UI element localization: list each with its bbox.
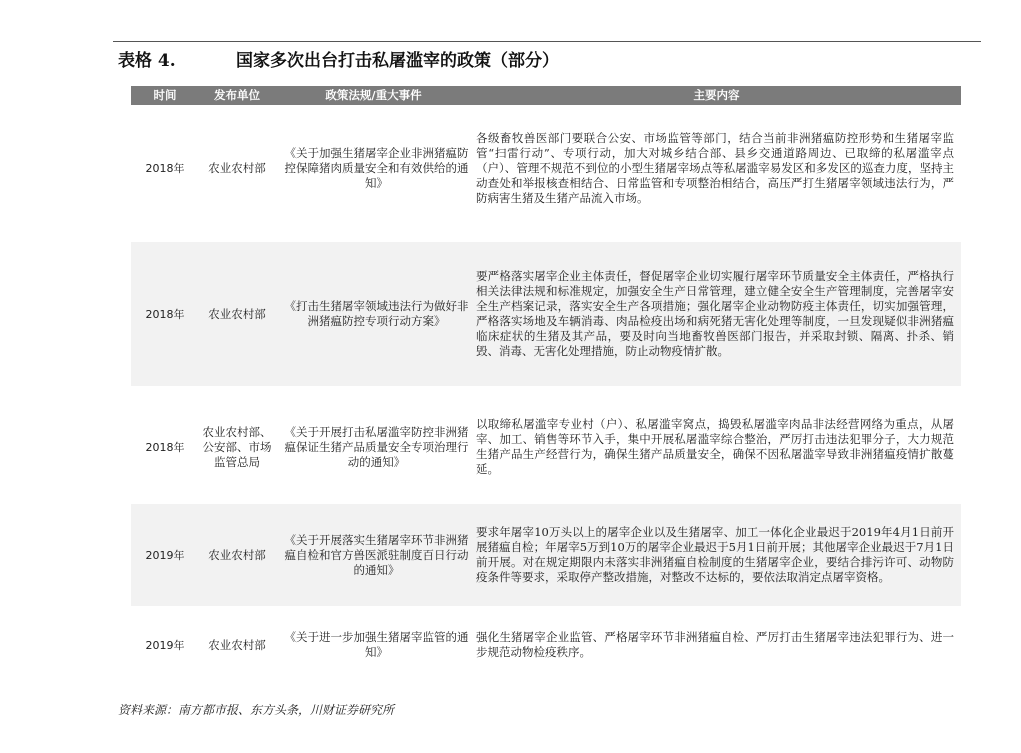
table-row — [131, 504, 961, 606]
row-policy: 《关于加强生猪屠宰企业非洲猪瘟防控保障猪肉质量安全和有效供给的通知》 — [284, 145, 469, 190]
row-content: 要求年屠宰10万头以上的屠宰企业以及生猪屠宰、加工一体化企业最迟于2019年4月1日前开展猪瘟自检；年屠宰5万到10万的屠宰企业最迟于5月1日前开展；其他屠宰企业最迟于7月1日前开展。对在规定期限内未落实非洲猪瘟自检制度的生猪屠宰企业，要结合排污许可、动物防疫条件等要求，采取停产整改措施，对整改不达标的，要依法取消定点屠宰资格。 — [476, 525, 954, 584]
row-unit: 农业农村部 — [208, 160, 266, 175]
table-title — [118, 47, 978, 75]
row-year: 2018年 — [145, 307, 185, 321]
header-policy: 政策法规/重大事件 — [325, 88, 422, 102]
table-row — [131, 396, 961, 498]
row-unit: 农业农村部 — [208, 637, 266, 652]
row-content: 以取缔私屠滥宰专业村（户）、私屠滥宰窝点，捣毁私屠滥宰肉品非法经营网络为重点，从屠宰、加工、销售等环节入手，集中开展私屠滥宰综合整治，严厉打击违法犯罪分子，大力规范生猪产品生产经营行为，确保生猪产品质量安全，确保不因私屠滥宰导致非洲猪瘟疫情扩散蔓延。 — [476, 417, 954, 476]
row-content: 强化生猪屠宰企业监管、严格屠宰环节非洲猪瘟自检、严厉打击生猪屠宰违法犯罪行为、进一步规范动物检疫秩序。 — [476, 630, 954, 659]
row-unit: 农业农村部、公安部、市场监管总局 — [202, 424, 272, 469]
header-unit: 发布单位 — [214, 88, 260, 102]
table-title-text: 国家多次出台打击私屠滥宰的政策（部分） — [236, 51, 559, 71]
row-content: 各级畜牧兽医部门要联合公安、市场监管等部门，结合当前非洲猪瘟防控形势和生猪屠宰监管“扫雷行动”、专项行动，加大对城乡结合部、县乡交通道路周边、已取缔的私屠滥宰点（户）、管理不规范不到位的小型生猪屠宰场点等私屠滥宰易发区和多发区的巡查力度，坚持主动查处和举报核查相结合、日常监管和专项整治相结合，高压严打生猪屠宰领域违法行为，严防病害生猪及生猪产品流入市场。 — [476, 130, 954, 205]
table-row — [131, 616, 961, 674]
row-year: 2019年 — [145, 548, 185, 562]
header-time: 时间 — [153, 88, 177, 102]
table-row — [131, 242, 961, 386]
row-policy: 《关于开展落实生猪屠宰环节非洲猪瘟自检和官方兽医派驻制度百日行动的通知》 — [284, 532, 469, 577]
table-header — [131, 86, 961, 105]
row-policy: 《打击生猪屠宰领域违法行为做好非洲猪瘟防控专项行动方案》 — [284, 299, 469, 328]
row-year: 2018年 — [145, 440, 185, 454]
row-year: 2018年 — [145, 161, 185, 175]
table-label: 表格 4. — [118, 51, 176, 71]
row-content: 要严格落实屠宰企业主体责任，督促屠宰企业切实履行屠宰环节质量安全主体责任，严格执行相关法律法规和标准规定，加强安全生产日常管理，建立健全安全生产管理制度，完善屠宰安全生产档案记录，落实安全生产各项措施；强化屠宰企业动物防疫主体责任，切实加强管理，严格落实场地及车辆消毒、肉品检疫出场和病死猪无害化处理等制度，一旦发现疑似非洲猪瘟临床症状的生猪及其产品，要及时向当地畜牧兽医部门报告，并采取封锁、隔离、扑杀、销毁、消毒、无害化处理措施，防止动物疫情扩散。 — [476, 269, 954, 358]
table-row — [131, 106, 961, 230]
row-unit: 农业农村部 — [208, 306, 266, 321]
row-year: 2019年 — [145, 638, 185, 652]
source-note: 资料来源：南方都市报、东方头条，川财证券研究所 — [118, 703, 395, 717]
top-rule — [113, 41, 981, 42]
row-policy: 《关于开展打击私屠滥宰防控非洲猪瘟保证生猪产品质量安全专项治理行动的通知》 — [284, 424, 469, 469]
row-policy: 《关于进一步加强生猪屠宰监管的通知》 — [284, 630, 469, 659]
header-content: 主要内容 — [693, 88, 740, 102]
row-unit: 农业农村部 — [208, 547, 266, 562]
